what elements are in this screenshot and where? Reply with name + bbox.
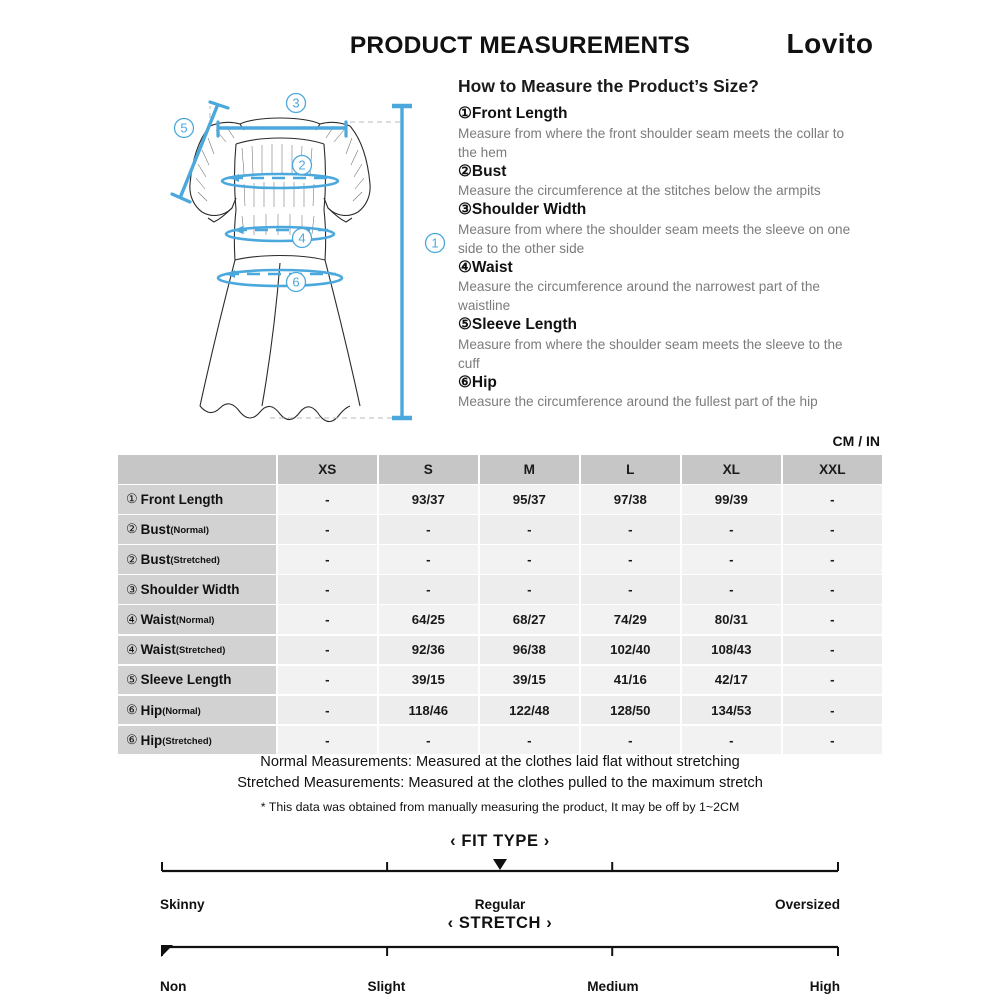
row-number: ① bbox=[126, 491, 138, 507]
row-name: Bust bbox=[140, 552, 171, 568]
row-label bbox=[118, 515, 276, 544]
brand-logo: Lovito bbox=[786, 28, 874, 59]
table-row bbox=[118, 726, 882, 755]
instruction-number: ② bbox=[458, 162, 472, 180]
table-cell: - bbox=[783, 575, 882, 604]
instruction-name: Sleeve Length bbox=[471, 316, 577, 333]
table-cell: 92/36 bbox=[379, 636, 478, 665]
instruction-name: Shoulder Width bbox=[471, 201, 587, 218]
row-number: ③ bbox=[126, 581, 138, 597]
table-cell: 68/27 bbox=[480, 605, 579, 634]
row-label bbox=[118, 636, 276, 665]
table-cell: 99/39 bbox=[682, 485, 781, 514]
scale-label: Oversized bbox=[775, 897, 840, 912]
callout-2-label: 2 bbox=[298, 157, 306, 173]
table-cell: 108/43 bbox=[682, 636, 781, 665]
instruction-name: Hip bbox=[471, 373, 497, 391]
table-cell: - bbox=[278, 515, 377, 544]
instruction-title bbox=[458, 162, 858, 182]
measure-instructions bbox=[458, 104, 858, 411]
garment-diagram bbox=[150, 88, 460, 433]
size-table bbox=[118, 455, 882, 756]
row-number: ⑤ bbox=[126, 671, 138, 687]
table-cell: 39/15 bbox=[379, 666, 478, 695]
table-cell: - bbox=[682, 575, 781, 604]
row-label bbox=[118, 485, 276, 514]
table-cell: - bbox=[783, 726, 882, 755]
row-number: ⑥ bbox=[126, 732, 138, 748]
row-name: Shoulder Width bbox=[140, 582, 240, 598]
table-cell: 118/46 bbox=[379, 696, 478, 725]
table-cell: - bbox=[278, 545, 377, 574]
table-row bbox=[118, 696, 882, 725]
table-header-size: M bbox=[480, 455, 579, 484]
table-cell: - bbox=[480, 575, 579, 604]
instruction-desc: Measure from where the front shoulder seam meets the collar to the hem bbox=[458, 125, 845, 160]
instruction-title bbox=[458, 258, 858, 278]
scale-label: Skinny bbox=[160, 897, 205, 912]
instruction-name: Bust bbox=[471, 162, 507, 180]
row-variant: (Stretched) bbox=[170, 554, 220, 566]
scale-label: Medium bbox=[587, 979, 639, 994]
table-cell: 95/37 bbox=[480, 485, 579, 514]
section-subtitle: How to Measure the Product’s Size? bbox=[458, 76, 759, 96]
scale-svg bbox=[160, 933, 840, 967]
row-variant: (Normal) bbox=[170, 523, 209, 535]
table-row bbox=[118, 605, 882, 634]
row-number: ② bbox=[126, 551, 138, 567]
instruction-desc: Measure the circumference around the fullest part of the hip bbox=[458, 394, 818, 409]
instruction-item bbox=[458, 162, 858, 201]
scale-label: Slight bbox=[367, 979, 406, 994]
table-row bbox=[118, 575, 882, 604]
table-cell: - bbox=[783, 485, 882, 514]
table-header-size: S bbox=[379, 455, 478, 484]
scale-label: Regular bbox=[474, 897, 526, 912]
unit-label: CM / IN bbox=[832, 433, 880, 449]
table-cell: - bbox=[278, 636, 377, 665]
page-title: PRODUCT MEASUREMENTS bbox=[349, 32, 691, 59]
table-cell: - bbox=[379, 726, 478, 755]
fit-type-scale bbox=[0, 832, 1000, 917]
table-row bbox=[118, 636, 882, 665]
table-cell: - bbox=[278, 726, 377, 755]
table-cell: - bbox=[480, 515, 579, 544]
instruction-name: Waist bbox=[471, 258, 513, 276]
note-stretched: Stretched Measurements: Measured at the clothes pulled to the maximum stretch bbox=[237, 775, 763, 791]
table-cell: - bbox=[379, 575, 478, 604]
table-row bbox=[118, 545, 882, 574]
table-cell: - bbox=[581, 545, 680, 574]
table-cell: - bbox=[783, 636, 882, 665]
instruction-title bbox=[458, 104, 858, 124]
instruction-number: ① bbox=[458, 105, 472, 122]
instruction-item bbox=[458, 373, 858, 412]
instruction-item bbox=[458, 104, 858, 162]
table-cell: 80/31 bbox=[682, 605, 781, 634]
table-cell: - bbox=[379, 545, 478, 574]
instruction-title bbox=[458, 315, 858, 335]
row-name: Sleeve Length bbox=[140, 672, 232, 688]
table-cell: 93/37 bbox=[379, 485, 478, 514]
instruction-name: Front Length bbox=[471, 105, 568, 122]
scale-svg bbox=[160, 851, 840, 885]
table-cell: - bbox=[682, 545, 781, 574]
callout-1-label: 1 bbox=[431, 235, 439, 251]
row-number: ④ bbox=[126, 641, 138, 657]
table-cell: - bbox=[278, 605, 377, 634]
stretch-scale bbox=[0, 914, 1000, 999]
table-cell: 128/50 bbox=[581, 696, 680, 725]
table-cell: 41/16 bbox=[581, 666, 680, 695]
callout-3-label: 3 bbox=[292, 95, 300, 111]
row-name: Front Length bbox=[140, 491, 224, 507]
scale-marker bbox=[493, 859, 507, 870]
table-header-size: XXL bbox=[783, 455, 882, 484]
row-number: ② bbox=[126, 521, 138, 537]
table-row bbox=[118, 515, 882, 544]
measurement-notes bbox=[0, 752, 1000, 794]
row-label bbox=[118, 575, 276, 604]
table-cell: 74/29 bbox=[581, 605, 680, 634]
table-cell: - bbox=[480, 726, 579, 755]
row-name: Bust bbox=[140, 521, 171, 537]
note-disclaimer: * This data was obtained from manually measuring the product, It may be off by 1~2CM bbox=[260, 800, 740, 814]
row-variant: (Stretched) bbox=[175, 644, 226, 656]
table-cell: 97/38 bbox=[581, 485, 680, 514]
row-number: ④ bbox=[126, 611, 138, 627]
row-variant: (Stretched) bbox=[162, 734, 212, 746]
scale-label: Non bbox=[160, 979, 187, 994]
row-name: Hip bbox=[140, 732, 163, 748]
table-cell: - bbox=[682, 515, 781, 544]
row-name: Waist bbox=[140, 612, 176, 628]
table-cell: - bbox=[581, 515, 680, 544]
table-cell: 39/15 bbox=[480, 666, 579, 695]
stretch-track[interactable] bbox=[160, 933, 840, 979]
table-cell: - bbox=[783, 515, 882, 544]
table-header-size: L bbox=[581, 455, 680, 484]
fit-type-track[interactable] bbox=[160, 851, 840, 897]
table-cell: - bbox=[278, 696, 377, 725]
table-cell: 122/48 bbox=[480, 696, 579, 725]
table-cell: 64/25 bbox=[379, 605, 478, 634]
instruction-number: ⑤ bbox=[458, 316, 472, 333]
table-header-size: XS bbox=[278, 455, 377, 484]
row-label bbox=[118, 605, 276, 634]
table-cell: - bbox=[278, 575, 377, 604]
row-label bbox=[118, 545, 276, 574]
row-label bbox=[118, 726, 276, 755]
callout-4-label: 4 bbox=[298, 230, 306, 246]
instruction-number: ④ bbox=[458, 258, 472, 276]
table-cell: - bbox=[278, 666, 377, 695]
instruction-number: ③ bbox=[458, 201, 472, 218]
row-variant: (Normal) bbox=[175, 614, 215, 626]
row-number: ⑥ bbox=[126, 702, 138, 718]
table-corner-cell bbox=[118, 455, 276, 484]
table-header-size: XL bbox=[682, 455, 781, 484]
stretch-title: ‹ STRETCH › bbox=[447, 914, 553, 932]
instruction-item bbox=[458, 258, 858, 316]
table-row bbox=[118, 666, 882, 695]
instruction-desc: Measure the circumference at the stitches below the armpits bbox=[458, 183, 821, 198]
table-header-row bbox=[118, 455, 882, 484]
instruction-desc: Measure from where the shoulder seam meets the sleeve to the cuff bbox=[458, 336, 843, 371]
callout-5-label: 5 bbox=[180, 120, 188, 136]
table-cell: - bbox=[682, 726, 781, 755]
instruction-title bbox=[458, 200, 858, 220]
table-row bbox=[118, 485, 882, 514]
table-cell: - bbox=[379, 515, 478, 544]
instruction-number: ⑥ bbox=[458, 373, 472, 391]
table-cell: - bbox=[783, 605, 882, 634]
instruction-desc: Measure from where the shoulder seam meets the sleeve on one side to the other side bbox=[458, 221, 851, 256]
table-cell: - bbox=[783, 696, 882, 725]
row-name: Hip bbox=[140, 702, 163, 718]
instruction-item bbox=[458, 200, 858, 258]
scale-label: High bbox=[809, 979, 840, 994]
row-variant: (Normal) bbox=[162, 704, 201, 716]
dress-illustration bbox=[150, 88, 460, 433]
row-label bbox=[118, 696, 276, 725]
table-cell: 42/17 bbox=[682, 666, 781, 695]
stretch-labels bbox=[160, 979, 840, 999]
table-cell: - bbox=[581, 575, 680, 604]
table-cell: - bbox=[581, 726, 680, 755]
instruction-desc: Measure the circumference around the narrowest part of the waistline bbox=[458, 279, 820, 313]
instruction-item bbox=[458, 315, 858, 373]
table-cell: 96/38 bbox=[480, 636, 579, 665]
callout-6-label: 6 bbox=[292, 274, 300, 290]
row-name: Waist bbox=[140, 642, 176, 658]
table-cell: - bbox=[278, 485, 377, 514]
table-cell: 102/40 bbox=[581, 636, 680, 665]
row-label bbox=[118, 666, 276, 695]
table-cell: 134/53 bbox=[682, 696, 781, 725]
fit-type-title: ‹ FIT TYPE › bbox=[450, 832, 550, 850]
table-cell: - bbox=[783, 666, 882, 695]
table-cell: - bbox=[783, 545, 882, 574]
instruction-title bbox=[458, 373, 858, 393]
table-cell: - bbox=[480, 545, 579, 574]
note-normal: Normal Measurements: Measured at the clothes laid flat without stretching bbox=[260, 754, 740, 770]
